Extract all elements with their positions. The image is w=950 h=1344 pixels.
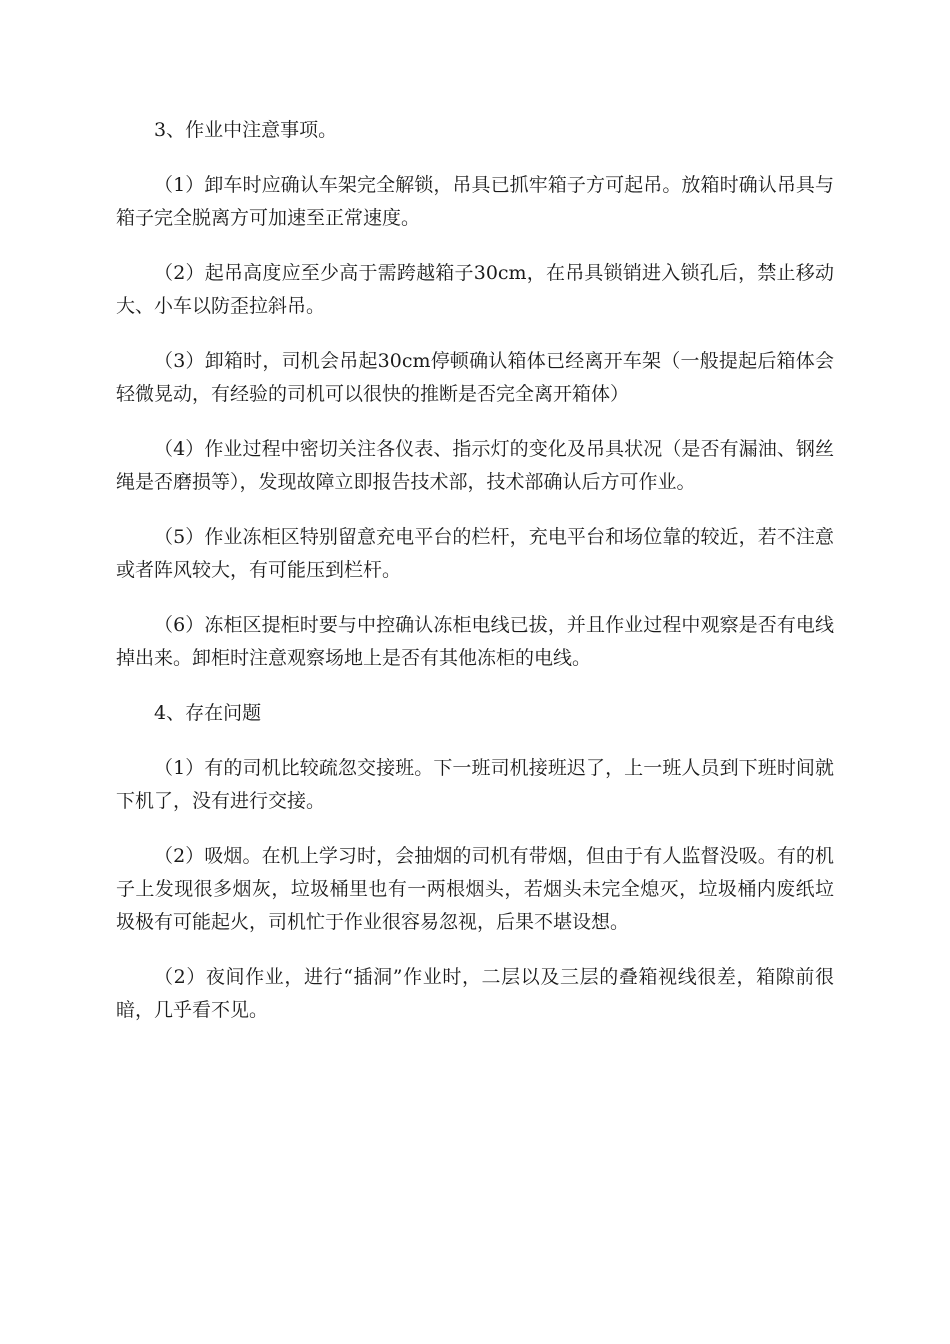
section-heading-4: 4、存在问题 [154, 702, 262, 724]
paragraph-4-3: （2）夜间作业，进行“插洞”作业时，二层以及三层的叠箱视线很差，箱隙前很暗，几乎看不见。 [116, 966, 834, 1021]
paragraph-3-4: （4）作业过程中密切关注各仪表、指示灯的变化及吊具状况（是否有漏油、钢丝绳是否磨损等），发现故障立即报告技术部，技术部确认后方可作业。 [116, 438, 834, 493]
document-body [116, 114, 834, 1049]
paragraph-3-1: （1）卸车时应确认车架完全解锁，吊具已抓牢箱子方可起吊。放箱时确认吊具与箱子完全脱离方可加速至正常速度。 [116, 174, 834, 229]
paragraph-4-1: （1）有的司机比较疏忽交接班。下一班司机接班迟了，上一班人员到下班时间就下机了，没有进行交接。 [116, 757, 834, 812]
paragraph-4-2: （2）吸烟。在机上学习时，会抽烟的司机有带烟，但由于有人监督没吸。有的机子上发现很多烟灰，垃圾桶里也有一两根烟头，若烟头未完全熄灭，垃圾桶内废纸垃圾极有可能起火，司机忙于作业很容易忽视，后果不堪设想。 [116, 845, 834, 933]
paragraph-3-5: （5）作业冻柜区特别留意充电平台的栏杆，充电平台和场位靠的较近，若不注意或者阵风较大，有可能压到栏杆。 [116, 526, 834, 581]
paragraph-3-6: （6）冻柜区提柜时要与中控确认冻柜电线已拔，并且作业过程中观察是否有电线掉出来。卸柜时注意观察场地上是否有其他冻柜的电线。 [116, 614, 834, 669]
section-heading-3: 3、作业中注意事项。 [154, 119, 338, 141]
paragraph-3-2: （2）起吊高度应至少高于需跨越箱子30cm，在吊具锁销进入锁孔后，禁止移动大、小车以防歪拉斜吊。 [116, 262, 834, 317]
paragraph-3-3: （3）卸箱时，司机会吊起30cm停顿确认箱体已经离开车架（一般提起后箱体会轻微晃动，有经验的司机可以很快的推断是否完全离开箱体） [116, 350, 834, 405]
